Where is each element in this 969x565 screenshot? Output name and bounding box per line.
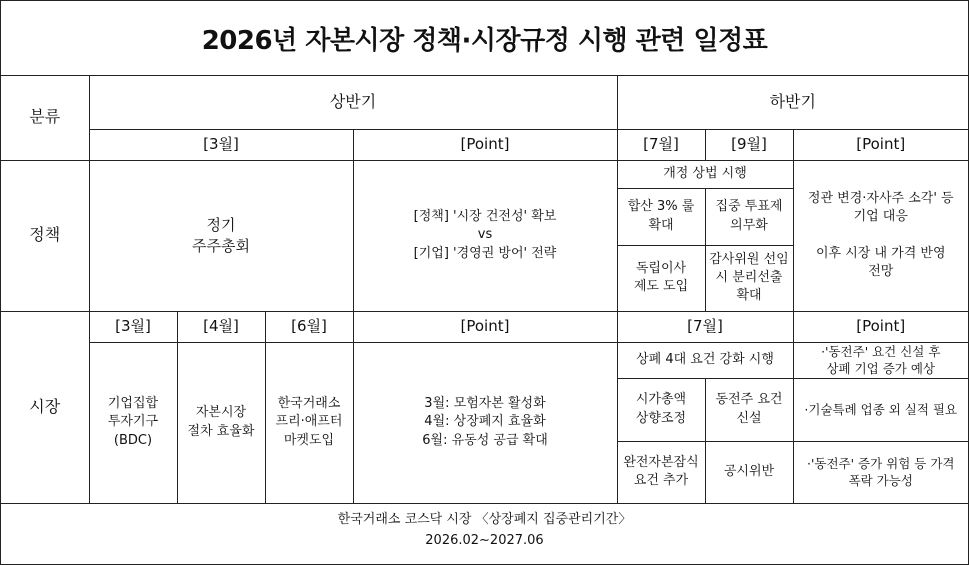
market-second-half-point: ·'동전주' 증가 위험 등 가격 폭락 가능성 — [793, 441, 968, 503]
market-second-half-point: ·기술특례 업종 외 실적 필요 — [793, 378, 968, 441]
policy-item: 독립이사 제도 도입 — [617, 245, 705, 311]
market-month-apr: [4월] — [177, 311, 265, 342]
market-first-half-point: 3월: 모험자본 활성화 4월: 상장폐지 효율화 6월: 유동성 공급 확대 — [353, 342, 617, 503]
market-row-label: 시장 — [1, 311, 89, 503]
page-title: 2026년 자본시장 정책·시장규정 시행 관련 일정표 — [1, 1, 968, 76]
market-second-half-point: ·'동전주' 요건 신설 후 상폐 기업 증가 예상 — [793, 342, 968, 378]
delisting-item: 시가총액 상향조정 — [617, 378, 705, 441]
policy-point-label-second: [Point] — [793, 129, 968, 160]
market-point-label-first: [Point] — [353, 311, 617, 342]
delisting-item: 동전주 요건 신설 — [705, 378, 793, 441]
market-jun-item: 한국거래소 프리·애프터 마켓도입 — [265, 342, 353, 503]
policy-row-label: 정책 — [1, 160, 89, 311]
policy-first-half-point: [정책] '시장 건전성' 확보 vs [기업] '경영권 방어' 전략 — [353, 160, 617, 311]
policy-item: 감사위원 선임 시 분리선출 확대 — [705, 245, 793, 311]
delisting-header: 상폐 4대 요건 강화 시행 — [617, 342, 793, 378]
footer-period: 2026.02~2027.06 — [425, 533, 544, 548]
policy-point-label-first: [Point] — [353, 129, 617, 160]
first-half-header: 상반기 — [89, 75, 617, 129]
policy-march-event: 정기 주주총회 — [89, 160, 353, 311]
policy-item: 합산 3% 룰 확대 — [617, 188, 705, 245]
market-point-label-second: [Point] — [793, 311, 968, 342]
market-month-jul: [7월] — [617, 311, 793, 342]
second-half-header: 하반기 — [617, 75, 968, 129]
policy-month-jul: [7월] — [617, 129, 705, 160]
schedule-table — [1, 75, 968, 504]
category-header: 분류 — [1, 75, 89, 160]
delisting-item: 완전자본잠식 요건 추가 — [617, 441, 705, 503]
footer-line: 한국거래소 코스닥 시장 〈상장폐지 집중관리기간〉 — [337, 512, 632, 528]
policy-month-sep: [9월] — [705, 129, 793, 160]
policy-second-half-point: 정관 변경·자사주 소각' 등 기업 대응 이후 시장 내 가격 반영 전망 — [793, 160, 968, 311]
policy-month-mar: [3월] — [89, 129, 353, 160]
market-month-mar: [3월] — [89, 311, 177, 342]
market-mar-item: 기업집합 투자기구 (BDC) — [89, 342, 177, 503]
commercial-law-header: 개정 상법 시행 — [617, 160, 793, 188]
market-month-jun: [6월] — [265, 311, 353, 342]
delisting-item: 공시위반 — [705, 441, 793, 503]
policy-item: 집중 투표제 의무화 — [705, 188, 793, 245]
footer-note — [1, 498, 968, 564]
market-apr-item: 자본시장 절차 효율화 — [177, 342, 265, 503]
